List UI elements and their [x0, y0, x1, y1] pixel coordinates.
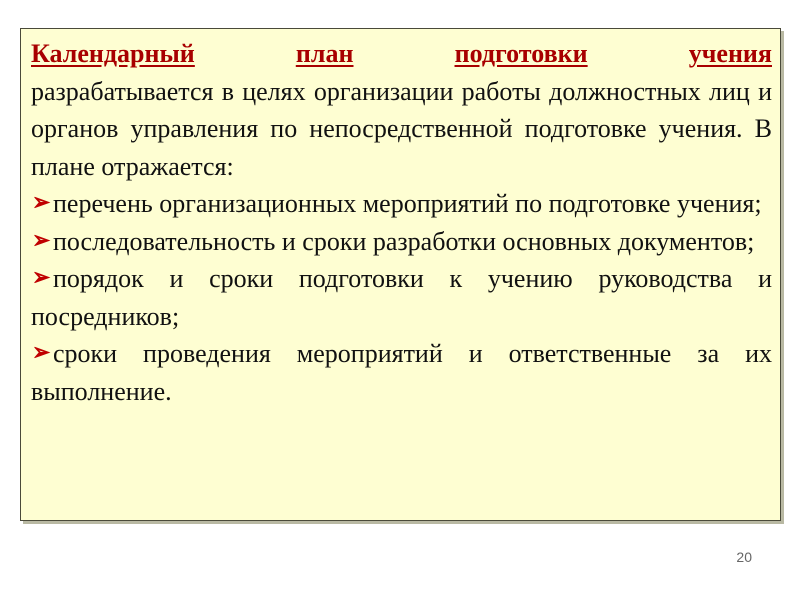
bullet-text: перечень организационных мероприятий по подготовке учения; [53, 189, 762, 218]
bullet-text: порядок и сроки подготовки к учению руководства и посредников; [31, 264, 772, 331]
slide-title [31, 35, 772, 73]
arrow-bullet-icon: ➢ [32, 227, 51, 254]
title-word: план [295, 39, 354, 68]
bullet-text: сроки проведения мероприятий и ответственные за их выполнение. [31, 339, 772, 406]
title-word: подготовки [454, 39, 588, 68]
arrow-bullet-icon: ➢ [32, 265, 51, 291]
arrow-bullet-icon: ➢ [32, 340, 51, 366]
page-number: 20 [736, 549, 752, 565]
bullet-item [31, 185, 772, 223]
slide-text [31, 35, 772, 410]
bullet-item [31, 335, 772, 410]
bullet-item [31, 260, 772, 335]
title-word: Календарный [31, 39, 195, 68]
arrow-bullet-icon: ➢ [32, 190, 51, 216]
bullet-item [31, 223, 772, 261]
title-word: учения [688, 39, 772, 68]
bullet-text: последовательность и сроки разработки основных документов; [53, 226, 755, 256]
content-box [20, 28, 781, 521]
intro-paragraph: разрабатывается в целях организации работы должностных лиц и органов управления по непосредственной подготовке учения. В плане отражается: [31, 76, 772, 181]
